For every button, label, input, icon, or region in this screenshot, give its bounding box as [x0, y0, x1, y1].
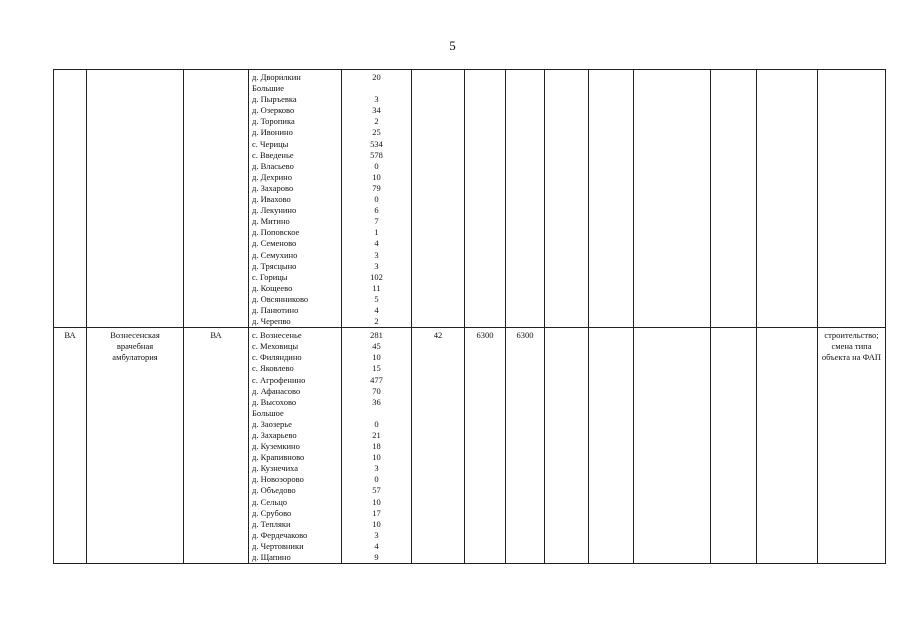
population-value: 10	[372, 518, 381, 529]
settlement-name: д. Озерково	[252, 105, 295, 116]
settlement-name: д. Сельцо	[252, 496, 288, 507]
value-cell	[412, 70, 465, 328]
table-row	[54, 70, 886, 328]
population-value: 3	[374, 260, 379, 271]
population-value: 1	[374, 227, 379, 238]
empty-cell	[589, 70, 634, 328]
settlements-cell	[249, 70, 342, 328]
empty-cell	[589, 328, 634, 564]
settlement-name: д. Кузнечиха	[252, 463, 299, 474]
population-value: 21	[372, 430, 381, 440]
population-value: 36	[372, 396, 381, 407]
empty-cell	[757, 328, 818, 564]
facility-name-cell: Вознесенская врачебная амбулатория	[87, 328, 184, 564]
settlement-name: д. Овсянниково	[252, 293, 309, 304]
value-cell	[506, 70, 545, 328]
value-cell	[465, 70, 506, 328]
settlement-name: д. Афанасово	[252, 385, 301, 396]
population-value: 0	[374, 160, 379, 171]
settlement-name: д. Власьево	[252, 160, 294, 171]
facilities-table	[53, 69, 886, 564]
settlement-name: д. Митино	[252, 216, 290, 227]
population-value: 17	[372, 507, 381, 518]
type-code-cell: ВА	[184, 328, 249, 564]
population-value: 15	[372, 363, 381, 374]
settlement-name: д. Семеново	[252, 238, 297, 249]
population-value: 79	[372, 182, 381, 193]
population-value: 4	[374, 540, 379, 551]
settlement-name: д. Кощеево	[252, 282, 293, 293]
settlement-name: д. Срубово	[252, 507, 292, 518]
empty-cell	[757, 70, 818, 328]
empty-cell	[545, 70, 589, 328]
population-value	[345, 408, 408, 419]
settlement-name: с. Введенье	[252, 149, 294, 160]
empty-cell	[634, 70, 711, 328]
population-cell	[342, 70, 412, 328]
empty-cell	[634, 328, 711, 564]
settlement-name: д. Торопика	[252, 116, 295, 127]
population-value: 3	[374, 529, 379, 540]
settlement-name: д. Трясцыно	[252, 260, 297, 271]
empty-cell	[711, 70, 757, 328]
table-row	[54, 328, 886, 564]
population-value: 10	[372, 171, 381, 182]
population-value: 4	[374, 304, 379, 315]
population-value: 0	[374, 474, 379, 485]
population-value: 2	[374, 316, 379, 327]
value-cell: 42	[412, 328, 465, 564]
population-value: 6	[374, 205, 379, 216]
population-value: 4	[374, 238, 379, 249]
population-cell	[342, 328, 412, 564]
settlement-name: д. Пыръевка	[252, 94, 297, 105]
code-cell	[54, 70, 87, 328]
population-value: 534	[370, 138, 383, 149]
settlement-name: д. Высохово	[252, 396, 297, 407]
population-value: 3	[374, 94, 379, 105]
population-value: 20	[372, 72, 381, 82]
settlement-name: д. Дворилкин	[252, 72, 301, 82]
settlement-name: д. Тепляки	[252, 518, 291, 529]
population-value: 0	[374, 194, 379, 205]
settlement-name: с. Горицы	[252, 271, 288, 282]
settlement-name: д. Черепво	[252, 316, 291, 327]
note-cell	[818, 70, 886, 328]
population-value: 70	[372, 385, 381, 396]
population-value: 477	[370, 374, 383, 385]
population-value: 10	[372, 452, 381, 463]
settlement-name: с. Меховицы	[252, 341, 299, 352]
empty-cell	[545, 328, 589, 564]
settlement-name: д. Ивонино	[252, 127, 293, 138]
population-value	[345, 83, 408, 94]
settlement-name: д. Заозерье	[252, 418, 292, 429]
settlement-name: д. Щапино	[252, 552, 291, 563]
settlement-name: с. Агрофенино	[252, 374, 306, 385]
population-value: 281	[370, 330, 383, 341]
settlement-name: д. Фердечаково	[252, 529, 308, 540]
population-value: 25	[372, 127, 381, 138]
note-cell: строительство; смена типа объекта на ФАП	[818, 328, 886, 564]
population-value: 3	[374, 463, 379, 474]
settlement-name: д. Дехрино	[252, 171, 292, 182]
settlement-name: д. Куземкино	[252, 441, 300, 452]
settlement-name: д. Захарьево	[252, 430, 297, 440]
population-value: 57	[372, 485, 381, 496]
settlement-name: д. Семухино	[252, 249, 298, 260]
settlement-name: с. Филяндино	[252, 352, 302, 363]
settlement-name: с. Черицы	[252, 138, 289, 149]
page-number: 5	[449, 38, 456, 53]
value-cell: 6300	[465, 328, 506, 564]
population-value: 102	[370, 271, 383, 282]
settlement-name: с. Яковлево	[252, 363, 294, 374]
settlement-name: д. Объедово	[252, 485, 296, 496]
population-value: 34	[372, 105, 381, 116]
settlement-name: д. Панютино	[252, 304, 299, 315]
population-value: 3	[374, 249, 379, 260]
population-value: 7	[374, 216, 379, 227]
population-value: 11	[372, 282, 381, 293]
settlement-name: Большое	[252, 407, 284, 418]
settlements-cell	[249, 328, 342, 564]
population-value: 5	[374, 293, 379, 304]
settlement-name: д. Новоэорово	[252, 474, 304, 485]
population-value: 2	[374, 116, 379, 127]
settlement-name: д. Захарово	[252, 182, 294, 193]
settlement-name: Большие	[252, 83, 285, 94]
population-value: 10	[372, 496, 381, 507]
population-value: 0	[374, 418, 379, 429]
population-value: 9	[374, 552, 379, 563]
settlement-name: д. Ивахово	[252, 194, 291, 205]
settlement-name: с. Вознесенье	[252, 330, 302, 341]
empty-cell	[711, 328, 757, 564]
value-cell: 6300	[506, 328, 545, 564]
settlement-name: д. Крапивново	[252, 452, 305, 463]
settlement-name: д. Лекунино	[252, 205, 297, 216]
facility-name-cell	[87, 70, 184, 328]
settlement-name: д. Поповское	[252, 227, 300, 238]
population-value: 10	[372, 352, 381, 363]
settlement-name: д. Чертовники	[252, 540, 304, 551]
table-body	[54, 70, 886, 564]
type-code-cell	[184, 70, 249, 328]
population-value: 18	[372, 441, 381, 452]
population-value: 578	[370, 149, 383, 160]
code-cell: ВА	[54, 328, 87, 564]
population-value: 45	[372, 341, 381, 352]
